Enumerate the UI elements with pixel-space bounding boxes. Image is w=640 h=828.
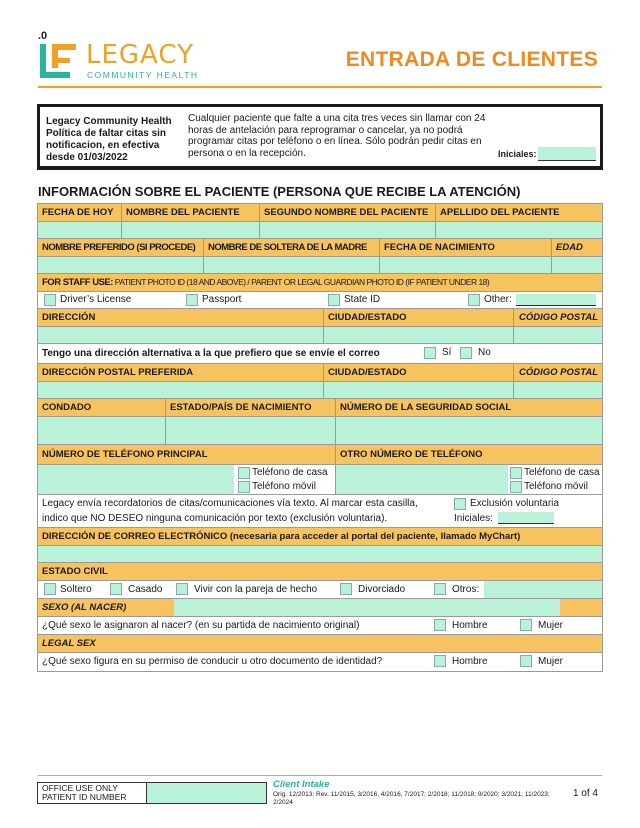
col-email: DIRECCIÓN DE CORREO ELECTRÓNICO (necesaria para acceder al portal del paciente, llamado MyChart) bbox=[42, 531, 521, 542]
row-county-inputs bbox=[37, 416, 603, 444]
row-alt-address bbox=[37, 343, 603, 363]
col-today-date: FECHA DE HOY bbox=[38, 204, 122, 221]
row-sex-birth-header bbox=[37, 598, 603, 616]
staff-use-label bbox=[38, 274, 602, 291]
row-phones-inputs bbox=[37, 464, 603, 494]
logo-wordmark: LEGACY bbox=[86, 40, 194, 70]
state-id-checkbox[interactable] bbox=[328, 294, 340, 306]
row-county-header bbox=[37, 398, 603, 416]
col-zip: CÓDIGO POSTAL bbox=[519, 312, 598, 323]
alt-address-question: Tengo una dirección alternativa a la que prefiero que se envíe el correo bbox=[42, 348, 380, 359]
sms-optout-checkbox[interactable] bbox=[454, 498, 466, 510]
policy-initials-input[interactable] bbox=[538, 147, 596, 161]
col-last-name: APELLIDO DEL PACIENTE bbox=[440, 207, 560, 218]
domestic-partner-label: Vivir con la pareja de hecho bbox=[194, 584, 318, 595]
patient-id-input[interactable] bbox=[146, 783, 266, 803]
zip-input[interactable] bbox=[514, 327, 602, 343]
row-email-header bbox=[37, 527, 603, 545]
col-ssn: NÚMERO DE LA SEGURIDAD SOCIAL bbox=[340, 402, 512, 413]
col-preferred-name: NOMBRE PREFERIDO (SI PROCEDE) bbox=[38, 239, 204, 256]
legal-sex-question: ¿Qué sexo figura en su permiso de conducir u otro documento de identidad? bbox=[42, 656, 383, 667]
single-checkbox[interactable] bbox=[44, 583, 56, 595]
col-mail-address: DIRECCIÓN POSTAL PREFERIDA bbox=[38, 364, 324, 381]
col-main-phone: NÚMERO DE TELÉFONO PRINCIPAL bbox=[38, 445, 336, 464]
policy-title: Legacy Community Health Política de faltar citas sin notificacion, en efectiva desde 01/03/2022 bbox=[46, 116, 172, 163]
col-county: CONDADO bbox=[38, 399, 166, 416]
col-city-state: CIUDAD/ESTADO bbox=[324, 309, 514, 326]
mother-maiden-name-input[interactable] bbox=[204, 257, 380, 273]
sms-text-line1: Legacy envía recordatorios de citas/comunicaciones vía texto. Al marcar esta casilla, bbox=[42, 498, 418, 509]
row-civil-header bbox=[37, 562, 603, 580]
form-bottom-border bbox=[37, 671, 603, 672]
other-mobile-phone-checkbox[interactable] bbox=[510, 481, 522, 493]
other-civil-label: Otros: bbox=[452, 584, 480, 595]
office-use-line1: OFFICE USE ONLY bbox=[42, 783, 118, 793]
sex-birth-female-label: Mujer bbox=[538, 620, 564, 631]
middle-name-input[interactable] bbox=[260, 222, 436, 238]
passport-label: Passport bbox=[202, 294, 242, 305]
staff-use-text: PATIENT PHOTO ID (18 AND ABOVE) / PARENT OR LEGAL GUARDIAN PHOTO ID (IF PATIENT UNDER 18) bbox=[112, 277, 490, 287]
row-legal-sex-header bbox=[37, 634, 603, 652]
col-legal-sex: LEGAL SEX bbox=[42, 638, 96, 649]
legal-sex-male-label: Hombre bbox=[452, 656, 488, 667]
col-middle-name: SEGUNDO NOMBRE DEL PACIENTE bbox=[260, 204, 436, 221]
sex-birth-input[interactable] bbox=[174, 599, 560, 616]
sex-birth-question: ¿Qué sexo le asignaron al nacer? (en su partida de nacimiento original) bbox=[42, 620, 360, 631]
mail-city-state-input[interactable] bbox=[324, 382, 514, 398]
header-divider bbox=[38, 86, 602, 88]
col-civil-status: ESTADO CIVIL bbox=[42, 566, 108, 577]
office-use-box bbox=[37, 782, 267, 804]
col-sex-birth: SEXO (AL NACER) bbox=[42, 602, 127, 613]
other-home-phone-checkbox[interactable] bbox=[510, 467, 522, 479]
drivers-license-checkbox[interactable] bbox=[44, 294, 56, 306]
state-id-label: State ID bbox=[344, 294, 381, 305]
other-id-label: Other: bbox=[484, 294, 512, 305]
mail-address-input[interactable] bbox=[38, 382, 324, 398]
sex-birth-male-checkbox[interactable] bbox=[434, 619, 446, 631]
alt-address-yes-checkbox[interactable] bbox=[424, 347, 436, 359]
last-name-input[interactable] bbox=[436, 222, 602, 238]
row-phones-header bbox=[37, 444, 603, 464]
passport-checkbox[interactable] bbox=[186, 294, 198, 306]
main-home-phone-checkbox[interactable] bbox=[238, 467, 250, 479]
divorced-label: Divorciado bbox=[358, 584, 406, 595]
no-show-policy-box bbox=[37, 104, 603, 170]
legal-sex-female-label: Mujer bbox=[538, 656, 564, 667]
col-mother-maiden-name: NOMBRE DE SOLTERA DE LA MADRE bbox=[204, 239, 380, 256]
other-id-checkbox[interactable] bbox=[468, 294, 480, 306]
alt-address-yes-label: Sí bbox=[442, 347, 452, 358]
policy-text: Cualquier paciente que falte a una cita tres veces sin llamar con 24 horas de antelación para reprogramar o cancelar, ya no podrá programar citas por teléfono o en línea. Sólo podrán pedir citas en persona o en la recepción. bbox=[188, 113, 486, 159]
alt-address-no-checkbox[interactable] bbox=[460, 347, 472, 359]
form-name: Client Intake bbox=[273, 779, 330, 790]
mail-zip-input[interactable] bbox=[514, 382, 602, 398]
revision-history: Orig. 12/2013; Rev. 11/2015, 3/2016, 4/2016, 7/2017; 2/2018; 11/2018; 9/2020; 3/2021; 11/2023; 2/2024 bbox=[273, 791, 550, 806]
row-names-header bbox=[37, 203, 603, 221]
sex-birth-male-label: Hombre bbox=[452, 620, 488, 631]
logo-subtitle: COMMUNITY HEALTH bbox=[87, 70, 199, 80]
sms-optout-label: Exclusión voluntaria bbox=[470, 498, 559, 509]
policy-initials-label: Iniciales: bbox=[498, 149, 537, 159]
county-input[interactable] bbox=[38, 417, 166, 444]
other-civil-input[interactable] bbox=[484, 581, 602, 598]
footer-divider bbox=[38, 775, 602, 776]
row-names-inputs bbox=[37, 221, 603, 238]
row-legal-sex-question bbox=[37, 652, 603, 671]
sms-text-line2: indico que NO DESEO ninguna comunicación por texto (exclusión voluntaria). bbox=[42, 513, 388, 524]
col-age: EDAD bbox=[556, 242, 583, 253]
col-birth-date: FECHA DE NACIMIENTO bbox=[380, 239, 552, 256]
ssn-input[interactable] bbox=[336, 417, 602, 444]
address-input[interactable] bbox=[38, 327, 324, 343]
row-civil-options bbox=[37, 580, 603, 598]
preferred-name-input[interactable] bbox=[38, 257, 204, 273]
legal-sex-male-checkbox[interactable] bbox=[434, 655, 446, 667]
row-address-inputs bbox=[37, 326, 603, 343]
married-label: Casado bbox=[128, 584, 163, 595]
col-patient-name: NOMBRE DEL PACIENTE bbox=[122, 204, 260, 221]
legal-sex-female-checkbox[interactable] bbox=[520, 655, 532, 667]
row-mail-address-header bbox=[37, 363, 603, 381]
divorced-checkbox[interactable] bbox=[340, 583, 352, 595]
main-phone-input[interactable] bbox=[38, 465, 234, 494]
other-id-input[interactable] bbox=[516, 294, 596, 306]
city-state-input[interactable] bbox=[324, 327, 514, 343]
birth-date-input[interactable] bbox=[380, 257, 552, 273]
sms-initials-label: Iniciales: bbox=[454, 513, 493, 524]
patient-name-input[interactable] bbox=[122, 222, 260, 238]
single-label: Soltero bbox=[60, 584, 92, 595]
row-sex-birth-question bbox=[37, 616, 603, 634]
today-date-input[interactable] bbox=[38, 222, 122, 238]
row-preferred-inputs bbox=[37, 256, 603, 273]
row-preferred-header bbox=[37, 238, 603, 256]
col-mail-city-state: CIUDAD/ESTADO bbox=[324, 364, 514, 381]
col-mail-zip: CÓDIGO POSTAL bbox=[519, 367, 598, 378]
email-input[interactable] bbox=[37, 545, 603, 562]
row-mail-address-inputs bbox=[37, 381, 603, 398]
other-home-phone-label: Teléfono de casa bbox=[524, 467, 600, 478]
married-checkbox[interactable] bbox=[110, 583, 122, 595]
staff-use-prefix: FOR STAFF USE: bbox=[42, 277, 113, 288]
row-staff-use-header bbox=[37, 273, 603, 291]
domestic-partner-checkbox[interactable] bbox=[176, 583, 188, 595]
version-label: .0 bbox=[38, 30, 48, 42]
sex-birth-female-checkbox[interactable] bbox=[520, 619, 532, 631]
row-address-header bbox=[37, 308, 603, 326]
drivers-license-label: Driver’s License bbox=[60, 294, 132, 305]
office-use-line2: PATIENT ID NUMBER bbox=[42, 792, 127, 802]
age-input[interactable] bbox=[552, 257, 602, 273]
other-phone-input[interactable] bbox=[336, 465, 508, 494]
col-other-phone: OTRO NÚMERO DE TELÉFONO bbox=[340, 449, 483, 460]
other-civil-checkbox[interactable] bbox=[434, 583, 446, 595]
other-mobile-phone-label: Teléfono móvil bbox=[524, 481, 588, 492]
col-birth-state-country: ESTADO/PAÍS DE NACIMIENTO bbox=[166, 399, 336, 416]
alt-address-no-label: No bbox=[478, 347, 491, 358]
row-staff-id-options bbox=[37, 291, 603, 308]
section-title: INFORMACIÓN SOBRE EL PACIENTE (PERSONA QUE RECIBE LA ATENCIÓN) bbox=[38, 184, 521, 199]
col-address: DIRECCIÓN bbox=[38, 309, 324, 326]
page-title: ENTRADA DE CLIENTES bbox=[345, 48, 598, 71]
row-sms-optout bbox=[37, 494, 603, 527]
birth-state-country-input[interactable] bbox=[166, 417, 336, 444]
main-phone-cell bbox=[38, 465, 336, 494]
office-use-label bbox=[42, 784, 127, 802]
sms-initials-input[interactable] bbox=[498, 512, 554, 524]
main-mobile-phone-checkbox[interactable] bbox=[238, 481, 250, 493]
main-mobile-phone-label: Teléfono móvil bbox=[252, 481, 316, 492]
other-phone-cell bbox=[336, 465, 602, 494]
page-number: 1 of 4 bbox=[572, 788, 598, 799]
main-home-phone-label: Teléfono de casa bbox=[252, 467, 328, 478]
